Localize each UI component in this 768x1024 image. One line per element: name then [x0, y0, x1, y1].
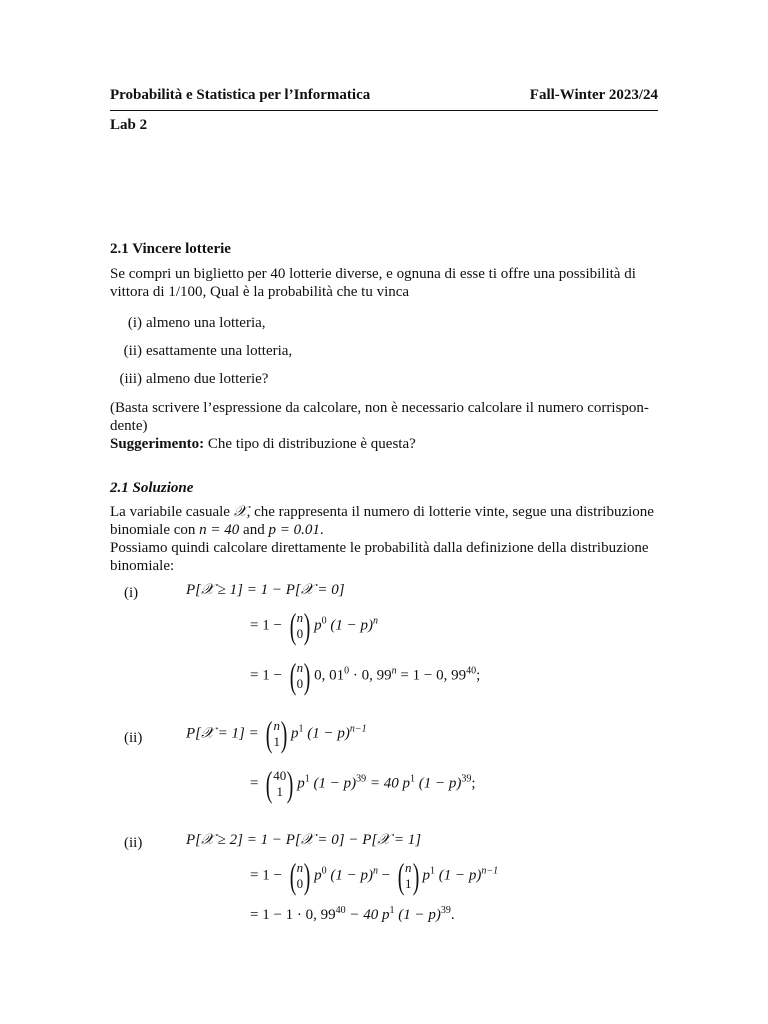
case-label-ii: (ii) [124, 730, 143, 746]
list-item: (iii) almeno due lotterie? [119, 371, 269, 387]
problem-note: (Basta scrivere l’espressione da calcolare, non è necessario calcolare il numero corrispon- dente) Suggerimento: Che tipo di distribuzione è questa? [110, 400, 649, 452]
problem-intro: Se compri un biglietto per 40 lotterie diverse, e ognuna di esse ti offre una possibilità di vittora di 1/100, Qual è la probabilità che tu vinca [110, 266, 636, 300]
solution-title: 2.1 Soluzione [110, 480, 194, 496]
binomial-coefficient: ( n 1 ) [266, 714, 288, 754]
binomial-coefficient: ( 40 1 ) [265, 764, 294, 804]
equation-i-line1: P[𝒳 ≥ 1] = 1 − P[𝒳 = 0] [186, 582, 345, 598]
list-item: (ii) esattamente una lotteria, [123, 343, 293, 359]
binomial-coefficient: ( n 1 ) [397, 856, 419, 896]
equation-iii-line1: P[𝒳 ≥ 2] = 1 − P[𝒳 = 0] − P[𝒳 = 1] [186, 832, 422, 848]
equation-iii-line3: = 1 − 1 · 0, $99^{40} - 40$ $p^1$ $(1 - p)^{39}$. [250, 905, 455, 923]
equation-ii-line1: P[𝒳 = 1] = ( n 1 ) $p^1$ $(1 - p)^{n-1}$ [186, 714, 367, 754]
term-label: Fall-Winter 2023/24 [529, 87, 658, 103]
course-title: Probabilità e Statistica per l’Informatica [110, 87, 371, 103]
case-label-i: (i) [124, 585, 139, 601]
equation-iii-line2: = 1 − ( n 0 ) $p^0$ $(1 - p)^n$ − ( n 1 ) $p^1$ $(1 - p)^{n-1}$ [250, 856, 499, 896]
equation-ii-line2: = ( 40 1 ) $p^1$ $(1 - p)^{39} = 40$ $p^1$ $(1 - p)^{39}$; [250, 764, 476, 804]
binomial-coefficient: ( n 0 ) [289, 856, 311, 896]
case-label-iii: (ii) [124, 835, 143, 851]
lab-label: Lab 2 [110, 117, 148, 133]
header-rule [110, 110, 658, 111]
equation-i-line2: = 1 − ( n 0 ) $p^0$ $(1 - p)^n$ [250, 606, 379, 646]
hint-label: Suggerimento: [110, 436, 205, 452]
solution-text: La variabile casuale 𝒳, che rappresenta il numero di lotterie vinte, segue una distribuzione binomiale con n = 40 and p = 0.01. Possiamo quindi calcolare direttamente le probabilità dalla definizione della distribuzione binomiale: [110, 504, 654, 574]
problem-title: 2.1 Vincere lotterie [110, 241, 231, 257]
equation-i-line3: = 1 − ( n 0 ) 0, $01^0 \cdot 0$, $99^n = 1 - 0$, $99^{40}$; [250, 656, 481, 696]
binomial-coefficient: ( n 0 ) [289, 656, 311, 696]
binomial-coefficient: ( n 0 ) [289, 606, 311, 646]
list-item: (i) almeno una lotteria, [127, 315, 266, 331]
